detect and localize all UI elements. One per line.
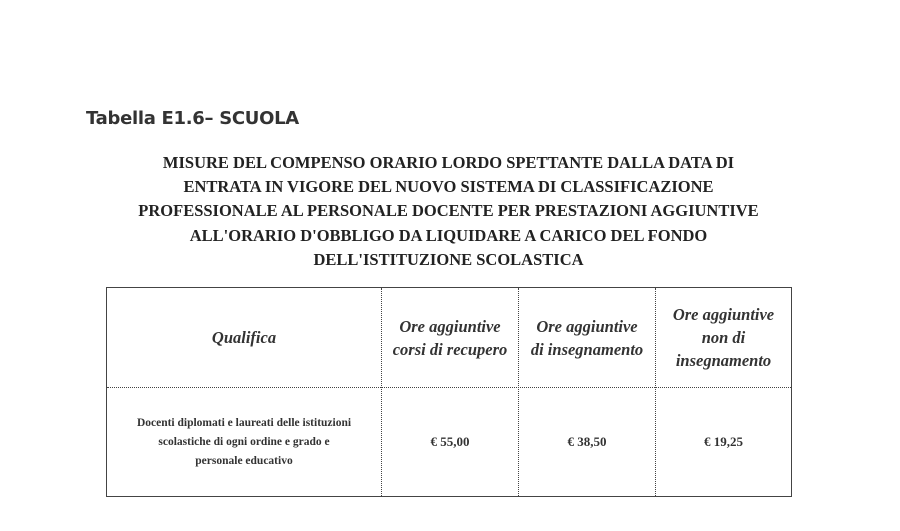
header-line: corsi di recupero: [392, 339, 508, 359]
header-non-insegnamento: [656, 288, 791, 387]
subtitle-line: MISURE DEL COMPENSO ORARIO LORDO SPETTANTE DALLA DATA DI: [162, 153, 735, 172]
qualifica-line: Docenti diplomati e laureati delle istituzioni: [136, 416, 352, 429]
subtitle-line: ENTRATA IN VIGORE DEL NUOVO SISTEMA DI CLASSIFICAZIONE: [183, 177, 714, 197]
qualifica-line: scolastiche di ogni ordine e grado e: [158, 435, 330, 448]
header-line: Qualifica: [211, 328, 277, 347]
header-line: Ore aggiuntive: [399, 316, 501, 336]
subtitle-line: ALL'ORARIO D'OBBLIGO DA LIQUIDARE A CARICO DEL FONDO: [189, 225, 708, 245]
header-line: Ore aggiuntive: [672, 305, 775, 324]
subtitle-line: DELL'ISTITUZIONE SCOLASTICA: [313, 249, 584, 269]
header-line: non di: [701, 328, 746, 347]
table-subtitle: [100, 151, 797, 272]
header-line: Ore aggiuntive: [536, 316, 638, 336]
header-corsi-di-recupero: [382, 288, 518, 387]
cell-qualifica: [107, 388, 381, 496]
cell-corsi-di-recupero: € 55,00: [430, 434, 470, 449]
cell-insegnamento: € 38,50: [567, 434, 607, 449]
header-line: insegnamento: [675, 351, 772, 370]
subtitle-line: PROFESSIONALE AL PERSONALE DOCENTE PER PRESTAZIONI AGGIUNTIVE: [138, 201, 759, 221]
compensation-table: [106, 287, 792, 497]
header-qualifica: [107, 288, 381, 387]
header-insegnamento: [519, 288, 655, 387]
table-heading: Tabella E1.6– SCUOLA: [86, 108, 299, 129]
qualifica-line: personale educativo: [195, 454, 293, 467]
header-line: di insegnamento: [530, 339, 644, 359]
cell-non-insegnamento: € 19,25: [704, 434, 743, 449]
